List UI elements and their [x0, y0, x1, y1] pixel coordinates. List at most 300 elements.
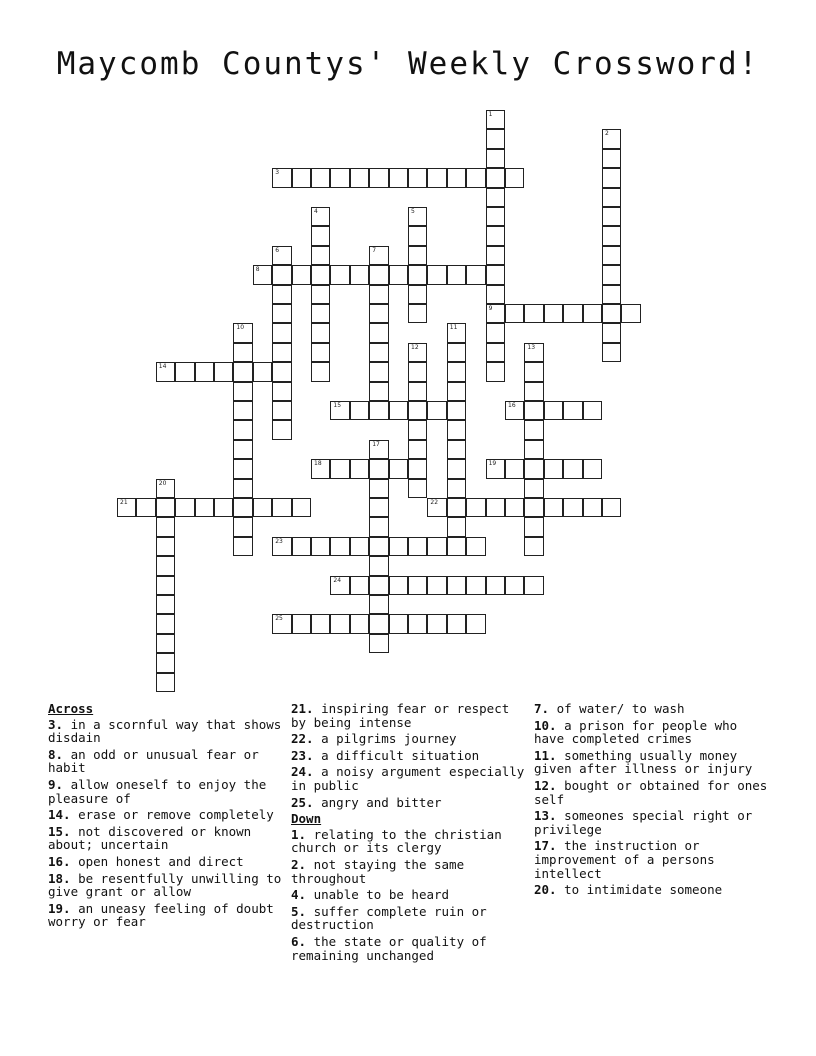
grid-cell[interactable]	[311, 168, 330, 187]
down-clue	[291, 888, 527, 902]
grid-cell[interactable]	[272, 498, 291, 517]
grid-cell[interactable]	[408, 614, 427, 633]
grid-cell[interactable]	[602, 304, 621, 323]
grid-cell[interactable]	[524, 576, 543, 595]
grid-cell[interactable]	[583, 304, 602, 323]
grid-cell[interactable]	[447, 537, 466, 556]
clue-text: a prison for people who have completed crimes	[534, 717, 738, 747]
grid-cell[interactable]	[292, 265, 311, 284]
grid-cell[interactable]	[369, 265, 388, 284]
grid-cell[interactable]	[524, 498, 543, 517]
grid-cell[interactable]	[272, 537, 291, 556]
grid-cell[interactable]	[486, 129, 505, 148]
clue-number: 7.	[534, 701, 550, 716]
grid-cell[interactable]	[233, 517, 252, 536]
grid-cell[interactable]	[466, 537, 485, 556]
grid-cell[interactable]	[389, 576, 408, 595]
clue-number-label: 25	[275, 615, 283, 623]
grid-cell[interactable]	[389, 265, 408, 284]
grid-cell[interactable]	[311, 362, 330, 381]
clue-text: suffer complete ruin or destruction	[291, 903, 487, 933]
grid-cell[interactable]	[350, 459, 369, 478]
grid-cell[interactable]	[311, 343, 330, 362]
grid-cell[interactable]	[156, 479, 175, 498]
across-clue	[48, 855, 284, 869]
across-clue	[48, 718, 284, 745]
clue-number-label: 19	[488, 460, 497, 468]
grid-cell[interactable]	[486, 343, 505, 362]
clue-number: 22.	[291, 731, 314, 747]
down-clue	[291, 905, 527, 932]
grid-cell[interactable]	[602, 207, 621, 226]
grid-cell[interactable]	[311, 614, 330, 633]
grid-cell[interactable]	[524, 517, 543, 536]
grid-cell[interactable]	[524, 537, 543, 556]
grid-cell[interactable]	[369, 362, 388, 381]
across-clue	[48, 872, 284, 899]
clue-number-label: 12	[411, 343, 419, 351]
clue-text: erase or remove completely	[70, 807, 274, 823]
grid-cell[interactable]	[408, 343, 427, 362]
clue-number-label: 16	[508, 402, 516, 409]
grid-cell[interactable]	[486, 323, 505, 342]
grid-cell[interactable]	[389, 614, 408, 633]
grid-cell[interactable]	[272, 246, 291, 265]
grid-cell[interactable]	[311, 226, 330, 245]
grid-cell[interactable]	[233, 401, 252, 420]
grid-cell[interactable]	[369, 556, 388, 575]
grid-cell[interactable]	[563, 304, 582, 323]
grid-cell[interactable]	[272, 168, 291, 187]
grid-cell[interactable]	[524, 479, 543, 498]
grid-cell[interactable]	[447, 576, 466, 595]
grid-cell[interactable]	[408, 362, 427, 381]
clue-text: angry and bitter	[313, 794, 442, 810]
clue-number: 6.	[291, 933, 307, 949]
grid-cell[interactable]	[544, 498, 563, 517]
grid-cell[interactable]	[602, 285, 621, 304]
grid-cell[interactable]	[486, 207, 505, 226]
grid-cell[interactable]	[447, 382, 466, 401]
grid-cell[interactable]	[311, 285, 330, 304]
grid-cell[interactable]	[369, 168, 388, 187]
clue-number: 12.	[534, 777, 557, 793]
clue-text: unable to be heard	[306, 887, 450, 903]
grid-cell[interactable]	[156, 362, 175, 381]
grid-cell[interactable]	[369, 440, 388, 459]
grid-cell[interactable]	[563, 498, 582, 517]
grid-cell[interactable]	[350, 576, 369, 595]
clue-text: an uneasy feeling of doubt worry or fear	[48, 900, 274, 930]
grid-cell[interactable]	[447, 343, 466, 362]
grid-cell[interactable]	[369, 634, 388, 653]
clue-text: a noisy argument especially in public	[291, 764, 525, 793]
clue-text: not discovered or known about; uncertain	[48, 823, 252, 853]
grid-cell[interactable]	[292, 614, 311, 633]
grid-cell[interactable]	[311, 459, 330, 478]
clue-number-label: 15	[333, 402, 342, 409]
clue-text: the state or quality of remaining unchanged	[291, 933, 487, 963]
grid-cell[interactable]	[369, 459, 388, 478]
grid-cell[interactable]	[447, 323, 466, 342]
grid-cell[interactable]	[524, 343, 543, 362]
clue-number-label: 13	[527, 343, 536, 351]
down-clue	[534, 809, 770, 836]
grid-cell[interactable]	[233, 498, 252, 517]
grid-cell[interactable]	[408, 382, 427, 401]
grid-cell[interactable]	[486, 459, 505, 478]
grid-cell[interactable]	[505, 576, 524, 595]
grid-cell[interactable]	[408, 479, 427, 498]
clue-number: 13.	[534, 808, 557, 824]
grid-cell[interactable]	[311, 323, 330, 342]
grid-cell[interactable]	[447, 440, 466, 459]
grid-cell[interactable]	[427, 168, 446, 187]
grid-cell[interactable]	[427, 498, 446, 517]
grid-cell[interactable]	[486, 226, 505, 245]
grid-cell[interactable]	[272, 614, 291, 633]
grid-cell[interactable]	[330, 459, 349, 478]
grid-cell[interactable]	[272, 304, 291, 323]
grid-cell[interactable]	[272, 265, 291, 284]
grid-cell[interactable]	[156, 576, 175, 595]
grid-cell[interactable]	[272, 362, 291, 381]
grid-cell[interactable]	[369, 401, 388, 420]
grid-cell[interactable]	[272, 420, 291, 439]
grid-cell[interactable]	[311, 265, 330, 284]
clue-number: 25.	[291, 794, 314, 810]
clue-text: a difficult situation	[313, 747, 480, 763]
clue-text: allow oneself to enjoy the pleasure of	[48, 776, 267, 806]
across-clue	[291, 702, 527, 729]
grid-cell[interactable]	[272, 382, 291, 401]
grid-cell[interactable]	[330, 265, 349, 284]
grid-cell[interactable]	[447, 265, 466, 284]
grid-cell[interactable]	[602, 323, 621, 342]
clue-number-label: 3	[275, 169, 280, 177]
grid-cell[interactable]	[253, 265, 272, 284]
grid-cell[interactable]	[311, 304, 330, 323]
clue-text: not staying the same throughout	[291, 856, 465, 886]
grid-cell[interactable]	[233, 537, 252, 556]
grid-cell[interactable]	[369, 304, 388, 323]
grid-cell[interactable]	[156, 498, 175, 517]
grid-cell[interactable]	[330, 168, 349, 187]
grid-cell[interactable]	[233, 479, 252, 498]
grid-cell[interactable]	[447, 498, 466, 517]
grid-cell[interactable]	[369, 246, 388, 265]
clue-number-label: 21	[120, 499, 128, 506]
grid-cell[interactable]	[175, 498, 194, 517]
grid-cell[interactable]	[447, 362, 466, 381]
across-clue	[48, 808, 284, 822]
grid-cell[interactable]	[369, 479, 388, 498]
clue-text: in a scornful way that shows disdain	[48, 716, 282, 746]
clue-number: 21.	[291, 701, 314, 716]
grid-cell[interactable]	[156, 595, 175, 614]
grid-cell[interactable]	[466, 576, 485, 595]
clue-number-label: 2	[605, 130, 609, 138]
grid-cell[interactable]	[447, 168, 466, 187]
clue-number: 24.	[291, 764, 314, 780]
grid-cell[interactable]	[602, 343, 621, 362]
grid-cell[interactable]	[292, 168, 311, 187]
clue-number: 2.	[291, 856, 307, 872]
grid-cell[interactable]	[369, 323, 388, 342]
grid-cell[interactable]	[292, 537, 311, 556]
grid-cell[interactable]	[272, 285, 291, 304]
grid-cell[interactable]	[427, 614, 446, 633]
grid-cell[interactable]	[427, 401, 446, 420]
grid-cell[interactable]	[233, 440, 252, 459]
clue-number-label: 1	[488, 111, 493, 118]
grid-cell[interactable]	[408, 537, 427, 556]
grid-cell[interactable]	[214, 498, 233, 517]
clue-text: bought or obtained for ones self	[534, 777, 768, 807]
across-clue	[291, 796, 527, 810]
clue-number: 5.	[291, 903, 307, 919]
grid-cell[interactable]	[369, 576, 388, 595]
clue-number: 9.	[48, 776, 64, 792]
grid-cell[interactable]	[427, 576, 446, 595]
grid-cell[interactable]	[583, 401, 602, 420]
grid-cell[interactable]	[621, 304, 640, 323]
grid-cell[interactable]	[486, 498, 505, 517]
clue-number-label: 4	[314, 208, 318, 215]
grid-cell[interactable]	[486, 188, 505, 207]
clue-number-label: 22	[430, 499, 439, 506]
grid-cell[interactable]	[583, 459, 602, 478]
grid-cell[interactable]	[602, 246, 621, 265]
grid-cell[interactable]	[195, 498, 214, 517]
grid-cell[interactable]	[563, 459, 582, 478]
clue-number-label: 9	[488, 305, 493, 312]
grid-cell[interactable]	[524, 459, 543, 478]
grid-cell[interactable]	[369, 614, 388, 633]
grid-cell[interactable]	[408, 440, 427, 459]
grid-cell[interactable]	[486, 168, 505, 187]
grid-cell[interactable]	[233, 420, 252, 439]
across-clue	[291, 765, 527, 792]
grid-cell[interactable]	[466, 168, 485, 187]
grid-cell[interactable]	[350, 537, 369, 556]
down-heading: Down	[291, 811, 322, 827]
grid-cell[interactable]	[292, 498, 311, 517]
grid-cell[interactable]	[505, 304, 524, 323]
grid-cell[interactable]	[369, 285, 388, 304]
grid-cell[interactable]	[602, 498, 621, 517]
grid-cell[interactable]	[602, 226, 621, 245]
clue-number: 19.	[48, 900, 71, 916]
grid-cell[interactable]	[602, 168, 621, 187]
grid-cell[interactable]	[524, 401, 543, 420]
grid-cell[interactable]	[447, 420, 466, 439]
grid-cell[interactable]	[505, 498, 524, 517]
grid-cell[interactable]	[369, 537, 388, 556]
grid-cell[interactable]	[466, 265, 485, 284]
clue-number: 15.	[48, 823, 71, 839]
grid-cell[interactable]	[253, 498, 272, 517]
down-clue	[534, 749, 770, 776]
grid-cell[interactable]	[486, 304, 505, 323]
clue-number-label: 18	[314, 460, 322, 468]
grid-cell[interactable]	[350, 614, 369, 633]
clue-number-label: 6	[275, 246, 280, 254]
grid-cell[interactable]	[350, 401, 369, 420]
across-clue	[48, 748, 284, 775]
grid-cell[interactable]	[486, 265, 505, 284]
grid-cell[interactable]	[233, 343, 252, 362]
grid-cell[interactable]	[486, 362, 505, 381]
grid-cell[interactable]	[466, 614, 485, 633]
grid-cell[interactable]	[544, 401, 563, 420]
grid-cell[interactable]	[233, 459, 252, 478]
grid-cell[interactable]	[311, 537, 330, 556]
grid-cell[interactable]	[350, 265, 369, 284]
grid-cell[interactable]	[156, 653, 175, 672]
grid-cell[interactable]	[486, 576, 505, 595]
grid-cell[interactable]	[195, 362, 214, 381]
clue-text: an odd or unusual fear or habit	[48, 746, 259, 776]
clue-text: relating to the christian church or its clergy	[291, 826, 502, 856]
grid-cell[interactable]	[369, 382, 388, 401]
grid-cell[interactable]	[369, 517, 388, 536]
clue-number-label: 11	[449, 324, 458, 332]
grid-cell[interactable]	[524, 420, 543, 439]
down-clue	[534, 839, 770, 880]
grid-cell[interactable]	[466, 498, 485, 517]
grid-cell[interactable]	[389, 168, 408, 187]
grid-cell[interactable]	[369, 498, 388, 517]
across-clue	[291, 732, 527, 746]
grid-cell[interactable]	[408, 246, 427, 265]
grid-cell[interactable]	[233, 323, 252, 342]
clue-number-label: 23	[275, 537, 283, 545]
grid-cell[interactable]	[272, 401, 291, 420]
grid-cell[interactable]	[408, 420, 427, 439]
clue-number-label: 10	[236, 324, 245, 332]
grid-cell[interactable]	[486, 285, 505, 304]
grid-cell[interactable]	[156, 614, 175, 633]
grid-cell[interactable]	[330, 537, 349, 556]
grid-cell[interactable]	[253, 362, 272, 381]
grid-cell[interactable]	[524, 304, 543, 323]
grid-cell[interactable]	[389, 537, 408, 556]
grid-cell[interactable]	[330, 614, 349, 633]
clue-number: 16.	[48, 853, 71, 869]
grid-cell[interactable]	[389, 459, 408, 478]
clue-text: a pilgrims journey	[313, 731, 457, 747]
grid-cell[interactable]	[427, 537, 446, 556]
grid-cell[interactable]	[350, 168, 369, 187]
clue-number: 11.	[534, 747, 557, 763]
grid-cell[interactable]	[602, 149, 621, 168]
clue-text: be resentfully unwilling to give grant or allow	[48, 870, 282, 900]
grid-cell[interactable]	[524, 362, 543, 381]
clue-number-label: 17	[372, 440, 380, 448]
grid-cell[interactable]	[486, 110, 505, 129]
grid-cell[interactable]	[156, 517, 175, 536]
clue-text: the instruction or improvement of a persons intellect	[534, 838, 715, 881]
grid-cell[interactable]	[524, 440, 543, 459]
grid-cell[interactable]	[330, 401, 349, 420]
down-clue	[534, 719, 770, 746]
grid-cell[interactable]	[136, 498, 155, 517]
across-clue	[291, 749, 527, 763]
grid-cell[interactable]	[389, 401, 408, 420]
grid-cell[interactable]	[447, 479, 466, 498]
grid-cell[interactable]	[427, 265, 446, 284]
clue-text: to intimidate someone	[556, 882, 723, 898]
grid-cell[interactable]	[233, 362, 252, 381]
grid-cell[interactable]	[544, 304, 563, 323]
grid-cell[interactable]	[156, 673, 175, 692]
grid-cell[interactable]	[408, 459, 427, 478]
grid-cell[interactable]	[408, 304, 427, 323]
grid-cell[interactable]	[156, 634, 175, 653]
grid-cell[interactable]	[447, 614, 466, 633]
grid-cell[interactable]	[369, 595, 388, 614]
clue-number-label: 8	[255, 266, 260, 274]
grid-cell[interactable]	[117, 498, 136, 517]
grid-cell[interactable]	[447, 517, 466, 536]
clue-number: 23.	[291, 747, 314, 763]
clue-text: open honest and direct	[70, 853, 244, 869]
clue-text: of water/ to wash	[549, 701, 685, 716]
grid-cell[interactable]	[272, 343, 291, 362]
page-title: Maycomb Countys' Weekly Crossword!	[56, 46, 760, 82]
grid-cell[interactable]	[233, 382, 252, 401]
clue-number-label: 20	[158, 479, 167, 487]
grid-cell[interactable]	[524, 382, 543, 401]
grid-cell[interactable]	[505, 168, 524, 187]
grid-cell[interactable]	[408, 207, 427, 226]
grid-cell[interactable]	[505, 401, 524, 420]
grid-cell[interactable]	[544, 459, 563, 478]
grid-cell[interactable]	[408, 168, 427, 187]
grid-cell[interactable]	[311, 246, 330, 265]
grid-cell[interactable]	[602, 265, 621, 284]
grid-cell[interactable]	[447, 459, 466, 478]
grid-cell[interactable]	[175, 362, 194, 381]
grid-cell[interactable]	[272, 323, 291, 342]
grid-cell[interactable]	[156, 537, 175, 556]
grid-cell[interactable]	[563, 401, 582, 420]
grid-cell[interactable]	[447, 401, 466, 420]
clue-number: 4.	[291, 887, 307, 903]
grid-cell[interactable]	[156, 556, 175, 575]
grid-cell[interactable]	[408, 401, 427, 420]
grid-cell[interactable]	[505, 459, 524, 478]
grid-cell[interactable]	[408, 265, 427, 284]
grid-cell[interactable]	[583, 498, 602, 517]
grid-cell[interactable]	[602, 129, 621, 148]
grid-cell[interactable]	[369, 343, 388, 362]
grid-cell[interactable]	[486, 246, 505, 265]
grid-cell[interactable]	[408, 576, 427, 595]
grid-cell[interactable]	[408, 285, 427, 304]
grid-cell[interactable]	[408, 226, 427, 245]
grid-cell[interactable]	[330, 576, 349, 595]
grid-cell[interactable]	[486, 149, 505, 168]
clue-number: 17.	[534, 838, 557, 854]
clue-text: someones special right or privilege	[534, 808, 753, 837]
grid-cell[interactable]	[214, 362, 233, 381]
down-clue	[534, 702, 770, 716]
clue-text: something usually money given after illness or injury	[534, 747, 753, 777]
grid-cell[interactable]	[602, 188, 621, 207]
grid-cell[interactable]	[311, 207, 330, 226]
